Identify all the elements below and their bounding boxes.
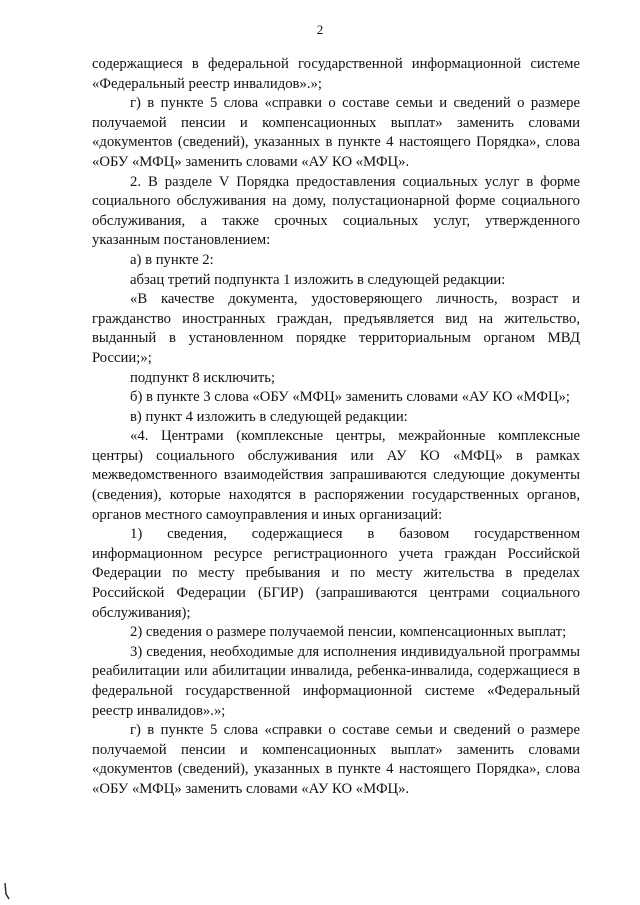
- paragraph: б) в пункте 3 слова «ОБУ «МФЦ» заменить словами «АУ КО «МФЦ»;: [130, 389, 570, 406]
- paragraph: подпункт 8 исключить;: [130, 369, 276, 386]
- paragraph: в) пункт 4 изложить в следующей редакции:: [130, 408, 408, 425]
- paragraph: 3) сведения, необходимые для исполнения индивидуальной программы реабилитации или абилитации инвалида, ребенка-инвалида, содержащиеся в федеральной государственной информационной системе «Федеральный реестр инвалидов».»;: [92, 643, 580, 719]
- paragraph: 2. В разделе V Порядка предоставления социальных услуг в форме социального обслуживания на дому, полустационарной форме социального обслуживания, а также срочных социальных услуг, утвержденного указанным постановлением:: [92, 173, 580, 249]
- page-number: 2: [316, 22, 324, 37]
- paragraph: г) в пункте 5 слова «справки о составе семьи и сведений о размере получаемой пенсии и компенсационных выплат» заменить словами «документов (сведений), указанных в пункте 4 настоящего Порядка», слова «ОБУ «МФЦ» заменить словами «АУ КО «МФЦ».: [92, 95, 580, 170]
- paragraph: а) в пункте 2:: [130, 251, 214, 268]
- paragraph: «В качестве документа, удостоверяющего личность, возраст и гражданство иностранных граждан, предъявляется вид на жительство, выданный в установленном порядке территориальным органом МВД России;»;: [92, 291, 580, 366]
- scan-mark: [4, 882, 10, 900]
- paragraph: 1) сведения, содержащиеся в базовом государственном информационном ресурсе регистрационного учета граждан Российской Федерации по месту пребывания и по месту жительства в пределах Российской Федерации (БГИР) (запрашиваются центрами социального обслуживания);: [92, 526, 580, 621]
- document-body: [92, 55, 580, 800]
- paragraph: г) в пункте 5 слова «справки о составе семьи и сведений о размере получаемой пенсии и компенсационных выплат» заменить словами «документов (сведений), указанных в пункте 4 настоящего Порядка», слова «ОБУ «МФЦ» заменить словами «АУ КО «МФЦ».: [92, 722, 580, 797]
- paragraph: «4. Центрами (комплексные центры, межрайонные комплексные центры) социального обслуживания или АУ КО «МФЦ» в рамках межведомственного взаимодействия запрашиваются следующие документы (сведения), которые находятся в распоряжении государственных органов, органов местного самоуправления и иных организаций:: [92, 428, 580, 523]
- paragraph: 2) сведения о размере получаемой пенсии, компенсационных выплат;: [130, 624, 567, 641]
- paragraph: абзац третий подпункта 1 изложить в следующей редакции:: [130, 271, 506, 288]
- paragraph: содержащиеся в федеральной государственной информационной системе «Федеральный реестр инвалидов».»;: [92, 56, 580, 92]
